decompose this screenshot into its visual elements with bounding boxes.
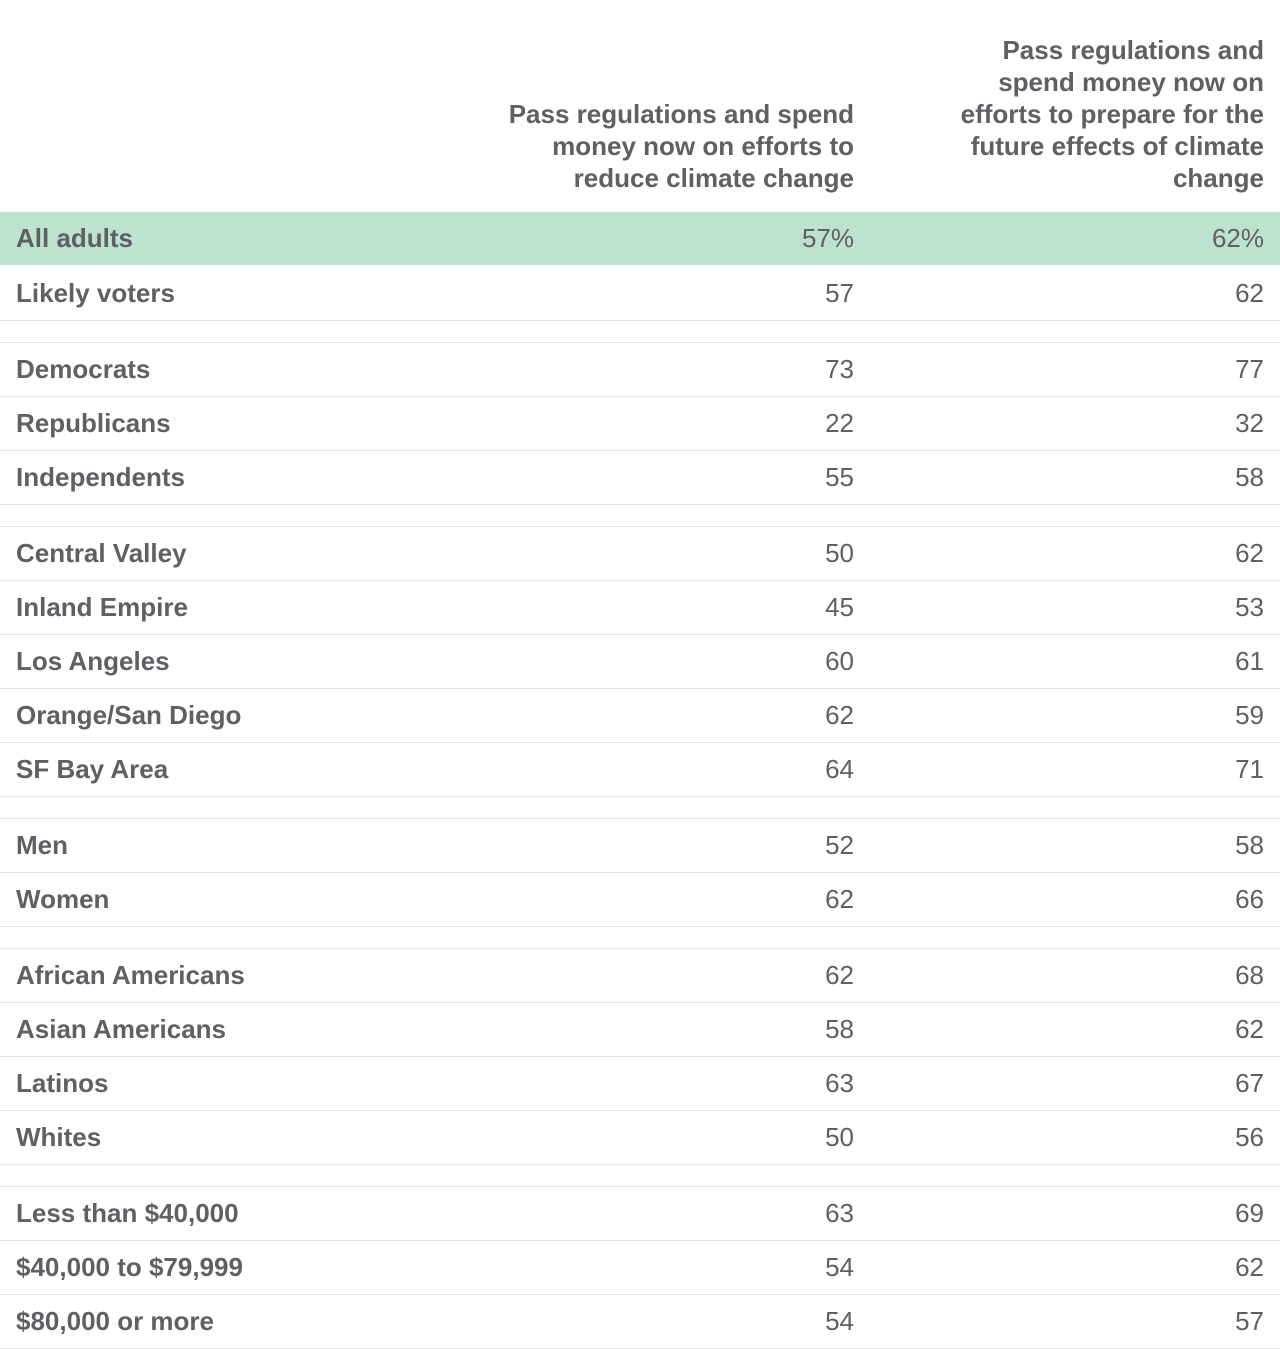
- table-row: [0, 949, 1280, 1003]
- row-label: Inland Empire: [16, 592, 188, 622]
- row-label: Likely voters: [16, 278, 175, 308]
- table-row: [0, 451, 1280, 505]
- value-prepare: 62: [1235, 538, 1264, 568]
- value-prepare: 61: [1235, 646, 1264, 676]
- row-label: Independents: [16, 462, 186, 492]
- table-row: [0, 819, 1280, 873]
- column-header-prepare: Pass regulations and spend money now on efforts to prepare for the future effects of climate change: [960, 35, 1264, 193]
- row-label: Central Valley: [16, 538, 187, 568]
- row-label: Latinos: [16, 1068, 109, 1098]
- value-prepare: 59: [1235, 700, 1264, 730]
- row-label: $80,000 or more: [16, 1306, 215, 1336]
- value-prepare: 67: [1235, 1068, 1264, 1098]
- table-row: [0, 873, 1280, 927]
- table-row: [0, 635, 1280, 689]
- value-prepare: 77: [1235, 354, 1264, 384]
- row-label: Women: [16, 884, 110, 914]
- value-prepare: 57: [1235, 1306, 1264, 1336]
- group-spacer: [0, 321, 1280, 343]
- row-label: Orange/San Diego: [16, 700, 242, 730]
- value-prepare: 53: [1235, 592, 1264, 622]
- row-label: Asian Americans: [16, 1014, 227, 1044]
- row-label: SF Bay Area: [16, 754, 169, 784]
- highlight-row: [0, 212, 1280, 267]
- value-reduce: 60: [825, 646, 854, 676]
- value-reduce: 62: [825, 960, 854, 990]
- value-reduce: 57%: [801, 223, 854, 253]
- value-reduce: 52: [825, 830, 854, 860]
- table-row: [0, 581, 1280, 635]
- row-label: African Americans: [16, 960, 245, 990]
- column-header-reduce: Pass regulations and spend money now on efforts to reduce climate change: [508, 99, 854, 193]
- table-row: [0, 527, 1280, 581]
- table-row: [0, 1187, 1280, 1241]
- value-reduce: 63: [825, 1068, 854, 1098]
- value-reduce: 73: [825, 354, 854, 384]
- value-reduce: 62: [825, 700, 854, 730]
- table-body: [0, 212, 1280, 1349]
- group-spacer: [0, 1165, 1280, 1187]
- value-prepare: 69: [1235, 1198, 1264, 1228]
- value-prepare: 62%: [1211, 223, 1264, 253]
- value-reduce: 22: [825, 408, 854, 438]
- table-header: [0, 0, 1280, 212]
- value-prepare: 56: [1235, 1122, 1264, 1152]
- table-row: [0, 1003, 1280, 1057]
- row-label: Men: [16, 830, 68, 860]
- value-reduce: 54: [825, 1306, 854, 1336]
- row-label: Less than $40,000: [16, 1198, 239, 1228]
- row-label: Los Angeles: [16, 646, 170, 676]
- value-prepare: 71: [1235, 754, 1264, 784]
- value-reduce: 50: [825, 538, 854, 568]
- value-reduce: 58: [825, 1014, 854, 1044]
- value-prepare: 62: [1235, 1014, 1264, 1044]
- value-reduce: 62: [825, 884, 854, 914]
- row-label: Whites: [16, 1122, 102, 1152]
- value-reduce: 57: [825, 278, 854, 308]
- group-spacer: [0, 927, 1280, 949]
- value-reduce: 63: [825, 1198, 854, 1228]
- table-row: [0, 1057, 1280, 1111]
- value-reduce: 45: [825, 592, 854, 622]
- row-label: Democrats: [16, 354, 151, 384]
- value-reduce: 64: [825, 754, 854, 784]
- group-spacer: [0, 797, 1280, 819]
- row-label: All adults: [16, 223, 134, 253]
- table-row: [0, 1241, 1280, 1295]
- value-prepare: 58: [1235, 830, 1264, 860]
- table-row: [0, 743, 1280, 797]
- value-prepare: 62: [1235, 278, 1264, 308]
- value-prepare: 62: [1235, 1252, 1264, 1282]
- value-prepare: 68: [1235, 960, 1264, 990]
- table-row: [0, 1295, 1280, 1349]
- value-reduce: 55: [825, 462, 854, 492]
- table-row: [0, 689, 1280, 743]
- table-row: [0, 267, 1280, 321]
- group-spacer: [0, 505, 1280, 527]
- value-reduce: 54: [825, 1252, 854, 1282]
- table-row: [0, 343, 1280, 397]
- table-row: [0, 1111, 1280, 1165]
- table-row: [0, 397, 1280, 451]
- row-label: $40,000 to $79,999: [16, 1252, 243, 1282]
- row-label: Republicans: [16, 408, 171, 438]
- value-prepare: 58: [1235, 462, 1264, 492]
- value-prepare: 32: [1235, 408, 1264, 438]
- value-reduce: 50: [825, 1122, 854, 1152]
- value-prepare: 66: [1235, 884, 1264, 914]
